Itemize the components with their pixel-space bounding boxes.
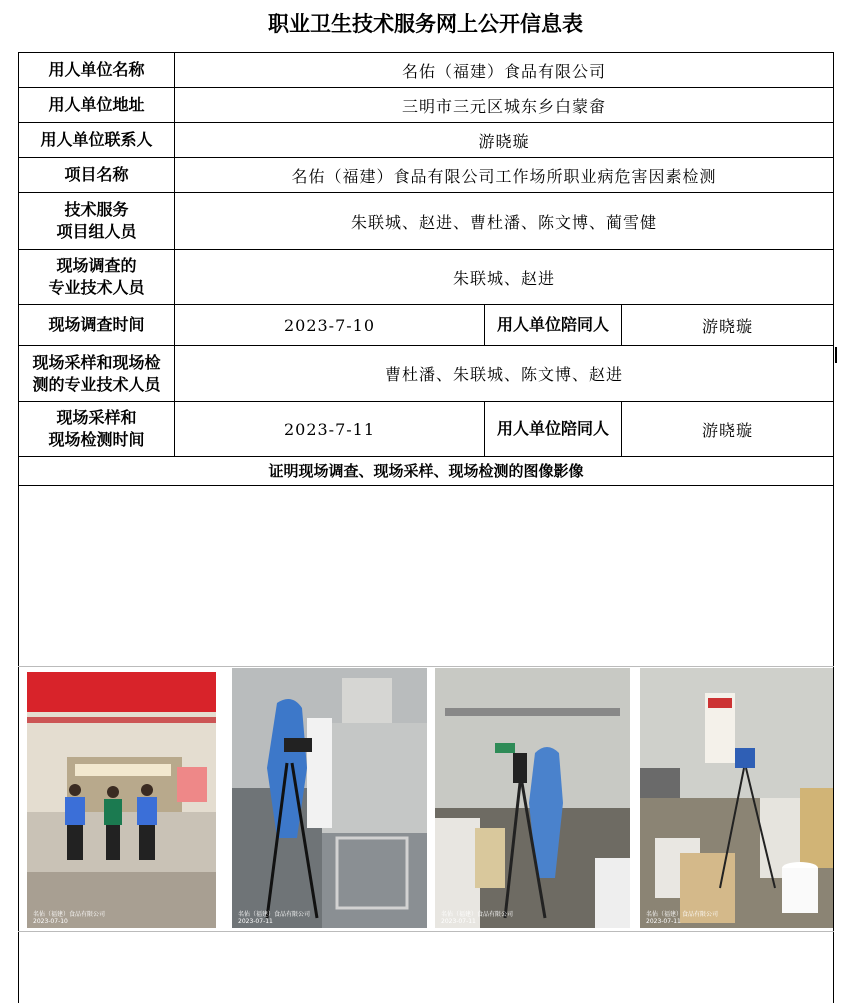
value-company-name: 名佑（福建）食品有限公司 [401,61,606,81]
page-title: 职业卫生技术服务网上公开信息表 [268,12,583,36]
photo-warehouse-graphic [640,668,833,928]
photo-caption-company: 名佑（福建）食品有限公司 [646,911,719,918]
value-survey-time: 2023-7-10 [283,315,376,335]
label-team-line1: 技术服务 [64,200,129,219]
photo-caption-date: 2023-07-10 [33,918,68,925]
photo-workshop-sampling [435,668,630,928]
value-company-address: 三明市三元区城东乡白蒙畲 [401,96,606,116]
value-contact: 游晓璇 [478,131,530,151]
label-sampling-time-line1: 现场采样和 [56,408,137,427]
value-survey-staff: 朱联城、赵进 [452,268,555,288]
label-sampling-staff [19,346,174,401]
value-sampling-escort: 游晓璇 [701,420,753,440]
photo-entrance-graphic [27,672,216,928]
images-header: 证明现场调查、现场采样、现场检测的图像影像 [268,462,584,480]
photo-caption-date: 2023-07-11 [441,918,476,925]
table-border-right [833,52,834,1003]
photo-caption-date: 2023-07-11 [238,918,273,925]
photo-caption-company: 名佑（福建）食品有限公司 [441,911,514,918]
photo-strip-bottom [18,931,834,932]
label-company-address: 用人单位地址 [48,95,145,114]
photo-caption [441,911,513,925]
text-cursor [835,347,837,363]
value-sampling-time: 2023-7-11 [283,419,376,439]
photo-machine-sampling [232,668,427,928]
label-company-name: 用人单位名称 [48,60,145,79]
label-survey-escort: 用人单位陪同人 [496,315,609,334]
label-project-name: 项目名称 [64,165,129,184]
label-survey-time: 现场调查时间 [48,315,145,334]
label-survey-staff-line2: 专业技术人员 [48,278,145,297]
value-team: 朱联城、赵进、曹杜潘、陈文博、蔺雪健 [350,212,657,232]
photo-caption [238,911,310,925]
photo-strip-top [18,666,834,667]
photo-caption-date: 2023-07-11 [646,918,681,925]
label-sampling-staff-line2: 测的专业技术人员 [32,374,161,394]
photo-entrance [27,672,216,928]
label-sampling-time-line2: 现场检测时间 [48,430,145,449]
photo-caption [646,911,718,925]
label-team [19,193,174,249]
photo-caption [33,911,105,925]
value-project-name: 名佑（福建）食品有限公司工作场所职业病危害因素检测 [291,166,717,186]
row-divider [18,485,834,486]
photo-workshop-graphic [435,668,630,928]
label-sampling-escort: 用人单位陪同人 [496,419,609,438]
label-sampling-time [19,402,174,456]
label-sampling-staff-line1: 现场采样和现场检 [32,352,161,372]
label-survey-staff-line1: 现场调查的 [56,256,137,275]
photo-caption-company: 名佑（福建）食品有限公司 [238,911,311,918]
photo-machine-graphic [232,668,427,928]
photo-warehouse-sampling [640,668,833,928]
label-team-line2: 项目组人员 [56,222,137,241]
value-survey-escort: 游晓璇 [701,316,753,336]
photo-caption-company: 名佑（福建）食品有限公司 [33,911,106,918]
value-sampling-staff: 曹杜潘、朱联城、陈文博、赵进 [384,365,623,384]
label-contact: 用人单位联系人 [40,130,153,149]
label-survey-staff [19,250,174,304]
